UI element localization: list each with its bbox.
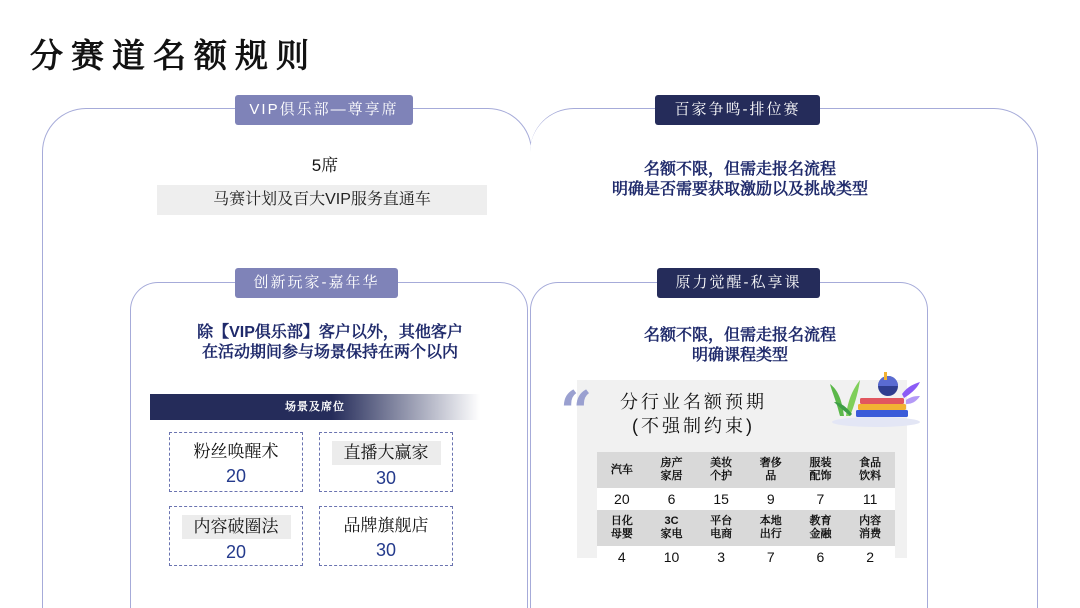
industry-name: 消费 bbox=[859, 528, 882, 540]
industry-name: 家居 bbox=[660, 470, 683, 482]
quota-value: 9 bbox=[746, 488, 796, 510]
industry-cell bbox=[597, 452, 647, 488]
quota-header-row bbox=[597, 452, 895, 488]
industry-cell bbox=[746, 452, 796, 488]
class-line2: 明确课程类型 bbox=[691, 347, 788, 364]
industry-name: 个护 bbox=[710, 470, 733, 482]
industry-name: 汽车 bbox=[610, 463, 633, 476]
quota-value: 4 bbox=[597, 546, 647, 568]
quota-value: 7 bbox=[796, 488, 846, 510]
industry-cell bbox=[647, 452, 697, 488]
industry-name: 日化 bbox=[610, 515, 633, 527]
quota-header-row bbox=[597, 510, 895, 546]
scene-name: 内容破圈法 bbox=[182, 515, 291, 539]
scene-seats: 20 bbox=[225, 466, 247, 486]
quota-value: 3 bbox=[696, 546, 746, 568]
industry-cell bbox=[796, 452, 846, 488]
quote-icon: “ bbox=[560, 379, 593, 445]
industry-name: 奢侈 bbox=[759, 457, 782, 469]
industry-name: 配饰 bbox=[809, 470, 832, 482]
industry-name: 本地 bbox=[759, 515, 782, 527]
scene-name: 品牌旗舰店 bbox=[343, 516, 429, 535]
quota-value: 15 bbox=[696, 488, 746, 510]
industry-name: 家电 bbox=[660, 528, 683, 540]
scene-card bbox=[169, 432, 303, 492]
industry-name: 金融 bbox=[809, 528, 832, 540]
industry-cell bbox=[597, 510, 647, 546]
quota-value: 6 bbox=[647, 488, 697, 510]
quota-value: 2 bbox=[845, 546, 895, 568]
scene-card bbox=[319, 432, 453, 492]
industry-name: 美妆 bbox=[710, 457, 733, 469]
books-plant-illustration-icon bbox=[826, 364, 922, 428]
ranking-label: 百家争鸣-排位赛 bbox=[655, 95, 820, 125]
industry-cell bbox=[696, 510, 746, 546]
industry-quota-table bbox=[597, 452, 895, 568]
carnival-label: 创新玩家-嘉年华 bbox=[235, 268, 398, 298]
scene-seat-bar: 场景及席位 bbox=[150, 394, 480, 420]
industry-cell bbox=[696, 452, 746, 488]
industry-name: 房产 bbox=[660, 457, 683, 469]
industry-name: 饮料 bbox=[859, 470, 882, 482]
scene-card bbox=[319, 506, 453, 566]
scene-name: 粉丝唤醒术 bbox=[193, 442, 279, 461]
vip-seats: 5席 bbox=[311, 156, 339, 175]
industry-cell bbox=[647, 510, 697, 546]
scene-seats: 30 bbox=[375, 540, 397, 560]
quota-value: 11 bbox=[845, 488, 895, 510]
quota-value-row bbox=[597, 488, 895, 510]
scene-card bbox=[169, 506, 303, 566]
industry-name: 电商 bbox=[710, 528, 733, 540]
vip-desc: 马赛计划及百大VIP服务直通车 bbox=[157, 185, 487, 215]
industry-name: 内容 bbox=[859, 515, 882, 527]
vip-label: VIP俱乐部—尊享席 bbox=[235, 95, 413, 125]
industry-name: 教育 bbox=[809, 515, 832, 527]
industry-cell bbox=[845, 452, 895, 488]
industry-name: 母婴 bbox=[610, 528, 633, 540]
industry-name: 服装 bbox=[809, 457, 832, 469]
quota-title-line1: 分行业名额预期 bbox=[620, 392, 767, 412]
class-label: 原力觉醒-私享课 bbox=[657, 268, 820, 298]
scene-seats: 30 bbox=[375, 468, 397, 488]
carnival-line2: 在活动期间参与场景保持在两个以内 bbox=[201, 344, 458, 361]
quota-title bbox=[620, 390, 767, 438]
quota-value: 7 bbox=[746, 546, 796, 568]
carnival-line1: 除【VIP俱乐部】客户以外，其他客户 bbox=[197, 324, 463, 341]
quota-value: 10 bbox=[647, 546, 697, 568]
industry-name: 出行 bbox=[759, 528, 782, 540]
industry-name: 品 bbox=[765, 470, 777, 482]
industry-name: 3C bbox=[664, 515, 679, 527]
industry-name: 平台 bbox=[710, 515, 733, 527]
industry-cell bbox=[746, 510, 796, 546]
industry-name: 食品 bbox=[859, 457, 882, 469]
class-line1: 名额不限，但需走报名流程 bbox=[643, 327, 836, 344]
page-title: 分赛道名额规则 bbox=[30, 37, 317, 74]
industry-cell bbox=[845, 510, 895, 546]
quota-title-line2: (不强制约束) bbox=[632, 416, 755, 436]
industry-cell bbox=[796, 510, 846, 546]
quota-value: 20 bbox=[597, 488, 647, 510]
quota-value-row bbox=[597, 546, 895, 568]
ranking-line2: 明确是否需要获取激励以及挑战类型 bbox=[611, 181, 868, 198]
ranking-line1: 名额不限，但需走报名流程 bbox=[643, 161, 836, 178]
scene-name: 直播大赢家 bbox=[332, 441, 441, 465]
quota-value: 6 bbox=[796, 546, 846, 568]
scene-seats: 20 bbox=[225, 542, 247, 562]
